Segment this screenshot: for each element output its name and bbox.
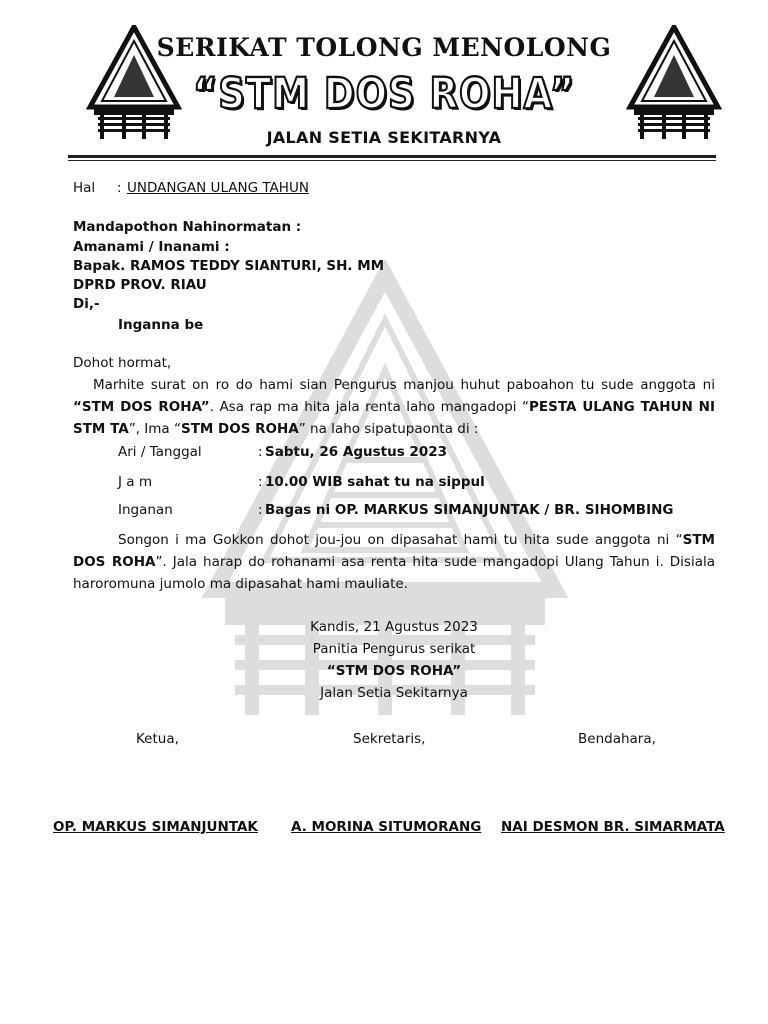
body-paragraph-1: Marhite surat on ro do hami sian Pengurus manjou huhut paboahon tu sude anggota ni “STM DOS ROHA”. Asa rap ma hita jala renta laho mangadopi “PESTA ULANG TAHUN NI STM TA”, Ima “STM DOS ROHA” na laho sipatupaonta di : — [73, 377, 715, 437]
closing-org: “STM DOS ROHA” — [326, 663, 462, 679]
treasurer-title: Bendahara, — [578, 731, 656, 747]
secretary-title: Sekretaris, — [353, 731, 426, 747]
chair-name: OP. MARKUS SIMANJUNTAK — [53, 819, 258, 835]
recipient-line-2: Amanami / Inanami : — [73, 239, 230, 255]
closing-committee: Panitia Pengurus serikat — [312, 641, 476, 657]
recipient-line-1: Mandapothon Nahinormatan : — [73, 219, 302, 235]
event-place-label: Inganan — [118, 502, 173, 518]
secretary-name: A. MORINA SITUMORANG — [291, 819, 482, 835]
recipient-di: Di,- — [73, 296, 100, 312]
event-date-value: Sabtu, 26 Agustus 2023 — [265, 444, 448, 460]
recipient-place: Inganna be — [118, 317, 204, 333]
org-name: “STM DOS ROHA” — [192, 68, 576, 119]
subject-label: Hal — [73, 180, 96, 196]
greeting: Dohot hormat, — [73, 355, 172, 371]
event-place-colon: : — [258, 502, 263, 518]
body-paragraph-2: Songon i ma Gokkon dohot jou-jou on dipasahat hami tu hita sude anggota ni “STM DOS ROHA”. Jala harap do rohanami asa renta hita sude mangadopi Ulang Tahun i. Disiala haroromuna jumolo ma dipasahat hami mauliate. — [73, 532, 715, 592]
event-time-label: J a m — [118, 474, 152, 490]
event-time-value: 10.00 WIB sahat tu na sippul — [265, 474, 485, 490]
event-time-colon: : — [258, 474, 263, 490]
closing-address: Jalan Setia Sekitarnya — [320, 685, 468, 701]
chair-title: Ketua, — [136, 731, 179, 747]
treasurer-name: NAI DESMON BR. SIMARMATA — [501, 819, 725, 835]
closing-place-date: Kandis, 21 Agustus 2023 — [310, 619, 478, 635]
org-address: JALAN SETIA SEKITARNYA — [266, 128, 502, 147]
event-date-colon: : — [258, 444, 263, 460]
subject-value: UNDANGAN ULANG TAHUN — [127, 180, 309, 196]
subject-colon: : — [117, 180, 122, 196]
recipient-name: Bapak. RAMOS TEDDY SIANTURI, SH. MM — [73, 258, 385, 274]
recipient-office: DPRD PROV. RIAU — [73, 277, 207, 293]
event-date-label: Ari / Tanggal — [118, 444, 202, 460]
org-title: SERIKAT TOLONG MENOLONG — [156, 33, 612, 62]
event-place-value: Bagas ni OP. MARKUS SIMANJUNTAK / BR. SIHOMBING — [265, 502, 674, 518]
header-rule-thin — [68, 160, 716, 161]
header-rule-thick — [68, 155, 716, 158]
